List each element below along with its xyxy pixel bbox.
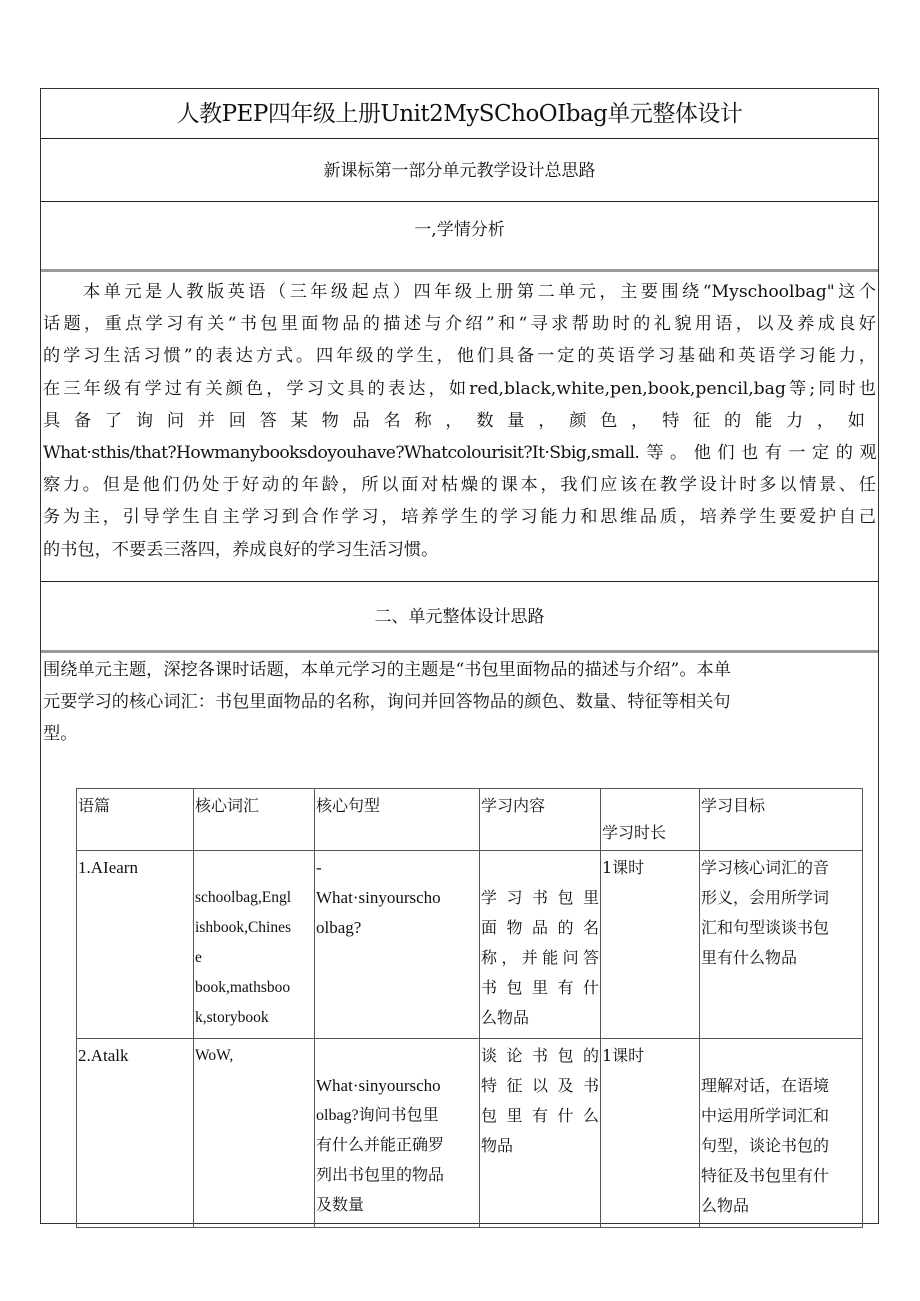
cell-line: 中运用所学词汇和: [701, 1106, 830, 1125]
cell-content: [480, 1039, 601, 1228]
table-header-row: [77, 789, 863, 851]
paragraph-line: 元要学习的核心词汇：书包里面物品的名称，询问并回答物品的颜色、数量、特征等相关句: [43, 692, 731, 712]
cell-line: What·sinyourscho: [316, 1076, 441, 1095]
paragraph-line: What·sthis/that?Howmanybooksdoyouhave?Whatcolourisit?It·Sbig,small.等。他们也有一定的观: [43, 443, 876, 464]
cell-line: 么物品: [481, 1008, 530, 1027]
paragraph-line: 的书包，不要丢三落四，养成良好的学习生活习惯。: [43, 539, 439, 560]
cell-line: 特征及书包里有什: [701, 1166, 830, 1185]
cell-line: k,storybook: [195, 1009, 269, 1026]
document-subtitle: 新课标第一部分单元教学设计总思路: [323, 161, 596, 181]
header-sentence: 核心句型: [315, 789, 480, 851]
paragraph-line: 话题，重点学习有关“书包里面物品的描述与介绍”和“寻求帮助时的礼貌用语，以及养成良好: [43, 314, 876, 335]
cell-line: 学习核心词汇的音: [701, 858, 830, 877]
cell-vocab: [194, 1039, 315, 1228]
section1-heading: 一,学情分析: [414, 220, 505, 240]
header-goal: 学习目标: [700, 789, 863, 851]
cell-vocab: [194, 851, 315, 1039]
cell-duration: 1课时: [601, 1039, 700, 1228]
table-row: [77, 1039, 863, 1228]
cell-line: 包里有什么: [481, 1106, 599, 1125]
paragraph-line: 察力。但是他们仍处于好动的年龄，所以面对枯燥的课本，我们应该在教学设计时多以情景、任: [43, 475, 876, 496]
spacer: [701, 1041, 861, 1071]
cell-passage: 1.AIearn: [77, 851, 194, 1039]
document-frame: [40, 88, 879, 1224]
cell-line: 物品: [481, 1136, 514, 1155]
header-vocab: 核心词汇: [194, 789, 315, 851]
paragraph-line: 的学习生活习惯”的表达方式。四年级的学生，他们具备一定的英语学习基础和英语学习能力，: [43, 346, 876, 367]
cell-line: WoW,: [195, 1047, 234, 1064]
cell-line: schoolbag,Engl: [195, 889, 291, 906]
cell-line: e: [195, 949, 202, 966]
cell-goal: [700, 1039, 863, 1228]
cell-sentence: [315, 1039, 480, 1228]
unit-plan-table: [76, 788, 863, 1228]
cell-duration: 1课时: [601, 851, 700, 1039]
paragraph-line: 本单元是人教版英语（三年级起点）四年级上册第二单元，主要围绕“Myschoolbag"这个: [83, 282, 876, 302]
cell-goal: [700, 851, 863, 1039]
cell-line: 有什么并能正确罗: [316, 1137, 445, 1154]
cell-line: 面物品的名: [481, 918, 599, 937]
header-passage: 语篇: [77, 789, 194, 851]
cell-line: 句型，谈论书包的: [701, 1136, 830, 1155]
cell-sentence: [315, 851, 480, 1039]
cell-line: 称，并能问答: [481, 948, 599, 967]
cell-line: olbag?询问书包里: [316, 1107, 439, 1124]
divider: [41, 269, 878, 272]
paragraph-line: 务为主，引导学生自主学习到合作学习，培养学生的学习能力和思维品质，培养学生要爱护自己: [43, 507, 876, 528]
spacer: [481, 853, 599, 883]
paragraph-line: 型。: [43, 724, 78, 744]
paragraph-line: 在三年级有学过有关颜色，学习文具的表达，如red,black,white,pen,book,pencil,bag等;同时也: [43, 378, 876, 399]
cell-line: ishbook,Chines: [195, 919, 292, 936]
cell-line: 谈论书包的: [481, 1046, 599, 1065]
section2-heading: 二、单元整体设计思路: [374, 607, 545, 627]
cell-line: 特征以及书: [481, 1076, 599, 1095]
cell-line: 及数量: [316, 1197, 365, 1214]
cell-line: 形义，会用所学词: [701, 888, 830, 907]
cell-content: [480, 851, 601, 1039]
document-title: 人教PEP四年级上册Unit2MySChoOIbag单元整体设计: [176, 101, 743, 127]
cell-line: olbag?: [316, 918, 362, 937]
spacer: [316, 1041, 478, 1071]
table-row: [77, 851, 863, 1039]
cell-line: -: [316, 858, 322, 877]
cell-line: What·sinyourscho: [316, 888, 441, 907]
header-duration: 学习时长: [601, 789, 700, 851]
cell-line: 理解对话，在语境: [701, 1076, 830, 1095]
cell-line: 书包里有什: [481, 978, 599, 997]
cell-line: 里有什么物品: [701, 948, 798, 967]
divider: [41, 650, 878, 653]
section1-paragraph: [43, 276, 876, 566]
cell-line: 学习书包里: [481, 888, 599, 907]
paragraph-line: 具备了询问并回答某物品名称，数量，颜色，特征的能力，如: [43, 410, 876, 431]
section2-paragraph: [43, 654, 862, 750]
spacer: [195, 853, 313, 883]
cell-line: 汇和句型谈谈书包: [701, 918, 830, 937]
paragraph-line: 围绕单元主题，深挖各课时话题，本单元学习的主题是“书包里面物品的描述与介绍”。本单: [43, 660, 731, 680]
cell-line: 列出书包里的物品: [316, 1167, 445, 1184]
cell-line: book,mathsboo: [195, 979, 291, 996]
cell-line: 么物品: [701, 1196, 750, 1215]
header-content: 学习内容: [480, 789, 601, 851]
cell-passage: 2.Atalk: [77, 1039, 194, 1228]
